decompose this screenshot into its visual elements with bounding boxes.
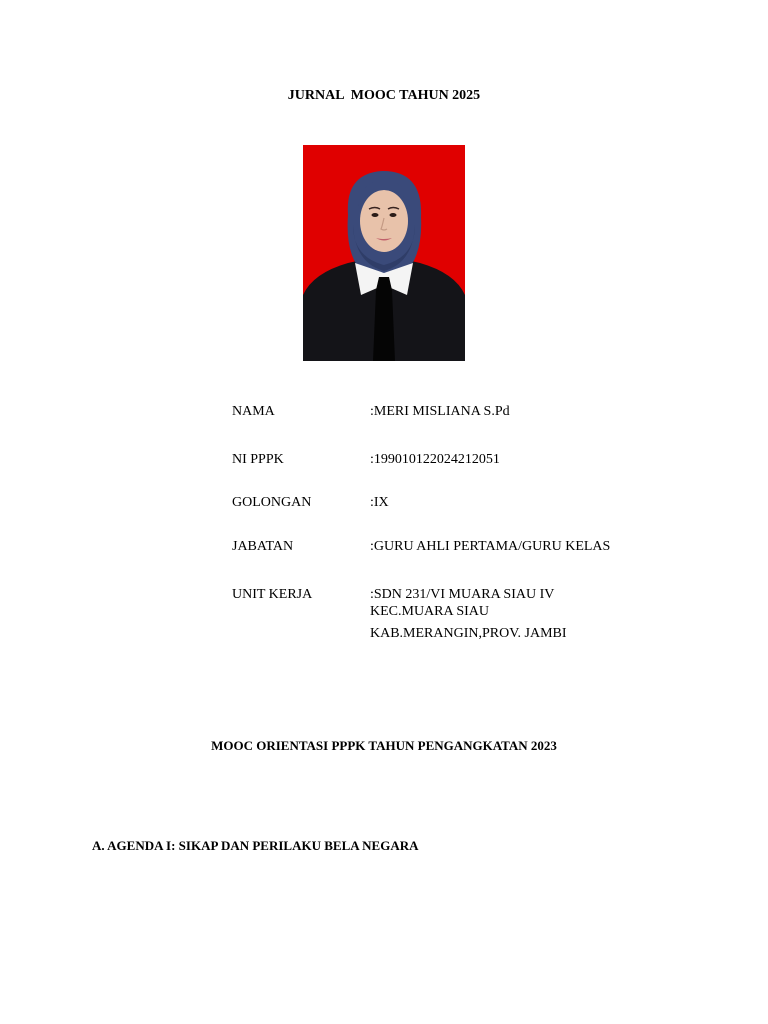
info-label-jabatan: JABATAN — [232, 539, 294, 554]
portrait-photo-icon — [303, 145, 465, 361]
info-value-unit-kerja-line2: KEC.MUARA SIAU — [370, 604, 490, 619]
info-value-golongan: :IX — [370, 495, 389, 510]
agenda-heading: A. AGENDA I: SIKAP DAN PERILAKU BELA NEGARA — [92, 838, 419, 853]
info-value-ni-pppk: :199010122024212051 — [370, 452, 500, 467]
section-heading: MOOC ORIENTASI PPPK TAHUN PENGANGKATAN 2023 — [211, 738, 557, 753]
info-label-unit-kerja: UNIT KERJA — [232, 587, 313, 602]
info-label-golongan: GOLONGAN — [232, 495, 312, 510]
portrait-photo — [303, 145, 465, 361]
info-value-unit-kerja-line3: KAB.MERANGIN,PROV. JAMBI — [370, 626, 567, 641]
info-value-jabatan: :GURU AHLI PERTAMA/GURU KELAS — [370, 539, 611, 554]
info-label-ni-pppk: NI PPPK — [232, 452, 284, 467]
info-value-nama: :MERI MISLIANA S.Pd — [370, 404, 510, 419]
page-title: JURNAL MOOC TAHUN 2025 — [287, 88, 481, 103]
info-label-nama: NAMA — [232, 404, 275, 419]
info-value-unit-kerja: :SDN 231/VI MUARA SIAU IV — [370, 587, 555, 602]
